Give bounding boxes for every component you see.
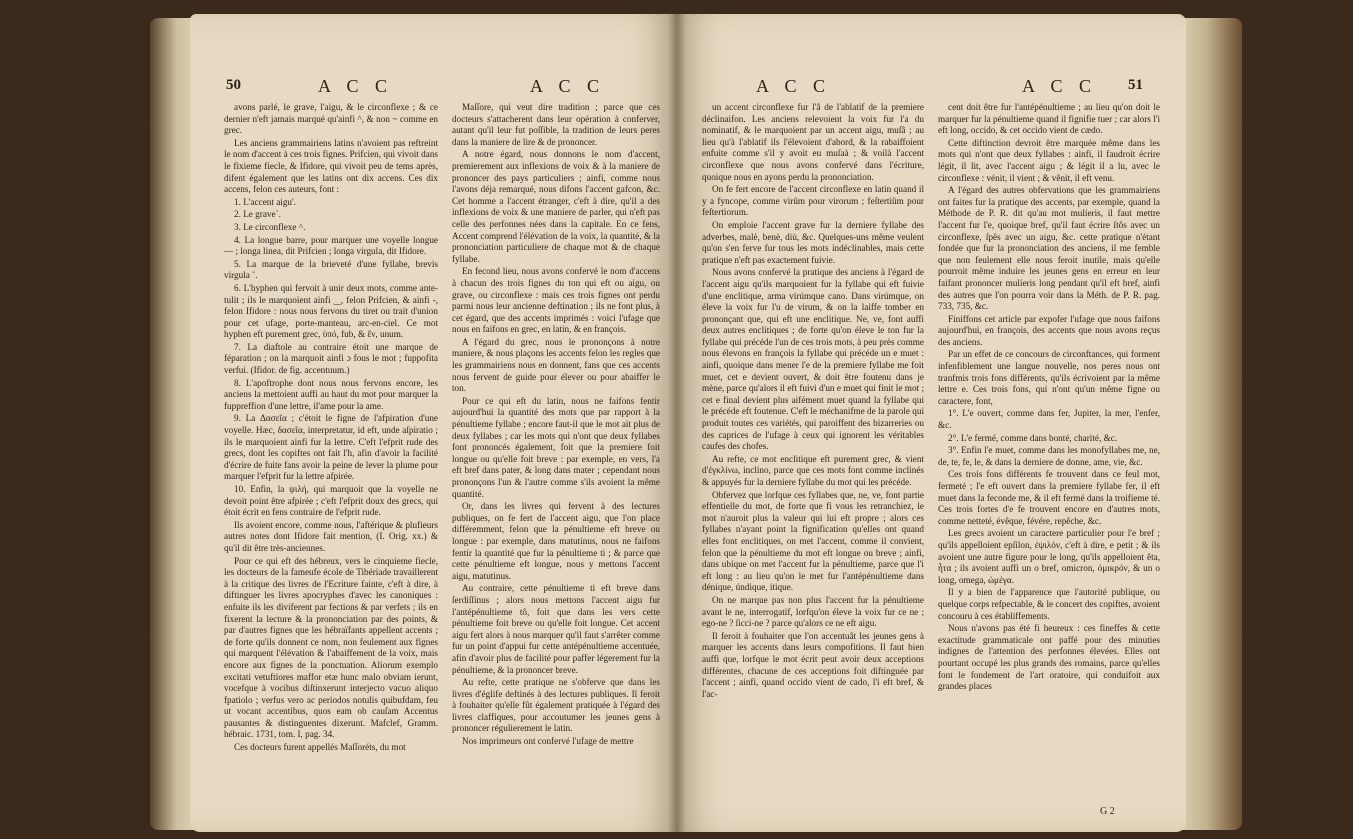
paragraph: Ces trois fons différents fe trouvent dans ce feul mot, fermeté ; l'e eft ouvert dans la premiere fyllabe fer, il eft muet dans la feconde me, & il eft fermé dans la troifieme té. Ces trois fortes d'e fe trouvent encore en d'autres mots, comme netteté, évêque, févére, repêche, &c. — [938, 469, 1160, 526]
left-page-number: 50 — [226, 77, 241, 93]
paragraph: On ne marque pas non plus l'accent fur la pénultieme avant le ne, interrogatif, lorfqu'on éleve la voix fur ce ne ; ego-ne ? ſicci-ne ? parce qu'alors ce ne eft aigu. — [702, 594, 924, 629]
paragraph: Au refte, cette pratique ne s'obferve que dans les livres d'églife deftinés à des lectures publiques. Il feroit à fouhaiter qu'elle fût également pratiquée à l'égard des livres claffiques, pour accoutumer les jeunes gens à prononcer régulierement le latin. — [452, 677, 660, 734]
paragraph: Au refte, ce mot enclitique eft purement grec, & vient d'ἐγκλίνω, inclino, parce que ces mots font comme inclinés & appuyés fur la derniere fyllabe du mot qui les précéde. — [702, 453, 924, 487]
paragraph: Cette diftinction devroit être marquée même dans les mots qui n'ont que deux fyllabes : ainfi, il faudroit écrire légit, il lit, avec l'accent aigu ; & légit il a lu, avec le circonflexe : vénit, il vient ; & vênit, il eft venu. — [938, 137, 1160, 183]
paragraph: 1°. L'e ouvert, comme dans fer, Jupiter, la mer, l'enfer, &c. — [938, 408, 1160, 431]
paragraph: En fecond lieu, nous avons confervé le nom d'accens à chacun des trois fignes du ton qui eft ou aigu, ou grave, ou circonflexe : mais ces trois fignes ont perdu parmi nous leur ancienne deftination ; ils ne font plus, à cet égard, que des accents imprimés : voici l'ufage que nous en faifons en grec, en latin, & en françois. — [452, 266, 660, 335]
paragraph: Au contraire, cette pénultieme ti eft breve dans ſerdiſſinus ; alors nous mettons l'accent aigu fur l'antépénultieme tô, foit que dans les vers cette pénultieme foit breve ou qu'elle foit longue. Cet accent aigu fert alors à nous marquer qu'il faut s'arrêter comme fur un point d'appui fur cette antépénultieme accentuée, afin d'avoir plus de facilité pour paffer légerement fur la pénultieme, & la prononcer breve. — [452, 583, 660, 675]
paragraph: Or, dans les livres qui fervent à des lectures publiques, on fe fert de l'accent aigu, que l'on place différemment, felon que la pénultieme eft breve ou longue : par exemple, dans matutinus, nous ne faifons fentir la quantité que fur la pénultieme ti ; & parce que cette pénultieme eft longue, nous y mettons l'accent aigu, matutinus. — [452, 501, 660, 581]
paragraph: 5. La marque de la brieveté d'une fyllabe, brevis virgula ˘. — [224, 258, 438, 281]
left-column-1 — [224, 102, 438, 802]
paragraph: 8. L'apoftrophe dont nous nous fervons encore, les anciens la mettoient auffi au haut du mot pour marquer la fuppreffion d'une lettre, il'ame pour la ame. — [224, 377, 438, 411]
paragraph: Il y a bien de l'apparence que l'autorité publique, ou quelque corps refpectable, & le concert des copiftes, avoient concouru à ces établiffements. — [938, 587, 1160, 621]
paragraph: 2°. L'e fermé, comme dans bonté, charité, &c. — [948, 432, 1118, 443]
paragraph: 4. La longue barre, pour marquer une voyelle longue — ; longa linea, dit Prifcien ; longa virgula, dit Ifidore. — [224, 234, 438, 257]
left-column-2 — [452, 102, 660, 802]
right-page-number: 51 — [1128, 77, 1143, 93]
paragraph: Il feroit à fouhaiter que l'on accentuât les jeunes gens à marquer les accents dans leurs compofitions. Il faut bien auffi que, lorfque le mot écrit peut avoir deux acceptions différentes, chacune de ces acceptions foit diftinguée par l'accent ; ainfi, quand occido vient de cado, l'i eft bref, & l'ac- — [702, 630, 924, 699]
right-column-2 — [938, 102, 1160, 802]
paragraph: 3. Le circonflexe ^. — [234, 221, 306, 232]
paragraph: On emploie l'accent grave fur la derniere fyllabe des adverbes, malè, benè, diù, &c. Quelques-uns même veulent qu'on s'en ferve fur tous les mots indéclinables, mais cette pratique n'eft pas exactement fuivie. — [702, 219, 924, 265]
paragraph: 6. L'hyphen qui fervoit à unir deux mots, comme ante-tulit ; ils le marquoient ainfi ‿, felon Prifcien, & ainfi -, felon Ifidore : nous nous fervons du tiret ou trait d'union pour cet ufage, porte-manteau, arc-en-ciel. Ce mot hyphen eft purement grec, ὑπό, fub, & ἕν, unum. — [224, 282, 438, 340]
paragraph: Ces docteurs furent appellés Maſſoréts, du mot — [234, 742, 406, 753]
gutter-shadow — [668, 14, 686, 832]
paragraph: 9. La Δασεῖα ; c'étoit le figne de l'afpiration d'une voyelle. Hæc, δασεῖα, interpretatur, id eft, unde aſpiratio ; ils le marquoient ainfi fur la lettre. C'eft l'efprit rude des grecs, dont les copiftes ont fait l'h, afin d'avoir la facilité d'écrire de fuite fans avoir la peine de lever la plume pour marquer l'efprit fur la lettre afpirée. — [224, 413, 438, 482]
right-running-head-2: A C C — [1022, 76, 1098, 96]
paragraph: un accent circonflexe fur l'â de l'ablatif de la premiere déclinaifon. Les anciens relevoient la voix fur l'a du nominatif, & le marquoient par un accent aigu, muſâ ; au lieu qu'à l'ablatif ils l'élevoient d'abord, & la rabaiffoient enfuite comme s'il y avoit eu muſaà ; & voilà l'accent circonflexe que nous avons confervé dans l'écriture, quoique nous en ayons perdu la prononciation. — [702, 102, 924, 182]
paragraph: Obfervez que lorfque ces fyllabes que, ne, ve, font partie effentielle du mot, de forte que fi vous les retranchiez, le mot n'auroit plus la valeur qui lui eft propre ; alors ces fyllabes n'ayant point la fignification qu'elles ont quand elles font enclitiques, on met l'accent, comme il convient, felon que la pénultieme du mot eft longue ou breve ; ainfi, dans ubíque on met l'accent fur la pénultieme, parce que l'i eft long : au lieu qu'on le met fur l'antépénultieme dans déníque, úndique, ítique. — [702, 489, 924, 593]
paragraph: On fe fert encore de l'accent circonflexe en latin quand il y a fyncope, comme virûm pour virorum ; feſtertiûm pour feſtertiorum. — [702, 184, 924, 218]
paragraph: cent doit être fur l'antépénultieme ; au lieu qu'on doit le marquer fur la pénultieme quand il fignifie tuer ; car alors l'i eft long, occído, & cet occido vient de cædo. — [938, 102, 1160, 136]
right-running-head-1: A C C — [756, 76, 832, 96]
left-page — [190, 14, 676, 832]
paragraph: Pour ce qui eft des hébreux, vers le cinquieme fiecle, les docteurs de la fameufe école de Tibériade travaillerent à la critique des livres de l'Ecriture fainte, c'eft à dire, à diftinguer les livres apocryphes d'avec les canoniques : enfuite ils les diviferent par fections & par verfets ; ils en fixerent la lecture & la prononciation par des points, & par d'autres fignes que les hébraïfants appellent accents ; de forte qu'ils donnent ce nom, non feulement aux fignes qui marquent l'élévation & l'abaiffement de la voix, mais encore aux fignes de la ponctuation. Aliorum exemplo excitati vetuftiores maffor etæ hunc malo obviam ierunt, vocefque à vocibus diſtinxerunt interjecto vacuo aliquo fpatiolo ; verfus vero ac periodos notulis quibufdam, feu ut vocant accentibus, quos eam ob cauſam Accentus pausantes & distinguentes dixerunt. Mafclef, Gramm. hébraic. 1731, tom. I, pag. 34. — [224, 555, 438, 740]
left-running-head-2: A C C — [530, 76, 606, 96]
left-page-edges — [150, 18, 194, 830]
paragraph: Nos imprimeurs ont confervé l'ufage de mettre — [462, 736, 634, 747]
paragraph: Nous avons confervé la pratique des anciens à l'égard de l'accent aigu qu'ils marquoient fur la fyllabe qui eft fuivie d'une enclitique, arma virúmque cano. Dans virúmque, on éleve la voix fur l'u de virum, & on la laiffe tomber en prononçant que, qui eft une enclitique. Ne, ve, font auffi deux autres enclitiques ; de forte qu'on éleve le ton fur la fyllabe qui précéde l'un de ces trois mots, à peu près comme nous élevons en françois la fyllabe qui précéde un e muet : ainfi, quoique dans mener l'e de la premiere fyllabe me foit muet, cet e devient ouvert, & doit être foutenu dans je mène, parce qu'alors il eft fuivi d'un e muet qui finit le mot ; cet e final devient plus aifément muet quand la fyllabe qui le précéde eft foutenue. C'eft le méchanifme de la parole qui produit toutes ces variétés, qui paroiffent des bizarreries ou des caprices de l'ufage à ceux qui ignorent les véritables caufes des chofes. — [702, 267, 924, 452]
right-page — [676, 14, 1186, 832]
paragraph: 2. Le grave`. — [234, 209, 281, 220]
paragraph: 3°. Enfin l'e muet, comme dans les monofyllabes me, ne, de, te, fe, le, & dans la derniere de donne, ame, vie, &c. — [938, 445, 1160, 467]
paragraph: Par un effet de ce concours de circonftances, qui forment infenfiblement une langue nouvelle, nos peres nous ont tranfmis trois fons différents, qu'ils écrivoient par la même lettre e. Ces trois fons, qui n'ont qu'un même figne ou caractere, font, — [938, 349, 1160, 406]
paragraph: A l'égard du grec, nous le prononçons à notre maniere, & nous plaçons les accents felon les regles que les grammairiens nous en donnent, fans que ces accents nous fervent de guide pour élever ou pour abaiffer le ton. — [452, 336, 660, 394]
paragraph: 1. L'accent aigu'. — [234, 196, 296, 207]
paragraph: Finiffons cet article par expofer l'ufage que nous faifons aujourd'hui, en françois, des accents que nous avons reçus des anciens. — [938, 313, 1160, 347]
right-page-edges — [1182, 18, 1242, 830]
left-running-head-1: A C C — [318, 76, 394, 96]
paragraph: A l'égard des autres obfervations que les grammairiens ont faites fur la pratique des accents, par exemple, quand la Méthode de P. R. dit qu'au mot mulíeris, il faut mettre l'accent fur l'e, quoique bref, qu'il faut écrire ſtôs avec un circonflexe, ſpês avec un aigu, &c. cette pratique n'étant fondée que fur la prononciation des anciens, il me femble que non feulement elle nous feroit inutile, mais qu'elle pourroit même induire les jeunes gens en erreur en leur faifant prononcer mulíeris long pendant qu'il eft bref, ainfi des autres que l'on pourra voir dans la Méth. de P. R. pag. 733, 735, &c. — [938, 185, 1160, 312]
paragraph: Les grecs avoient un caractere particulier pour l'e bref ; qu'ils appelloient epſilon, ἐψιλόν, c'eft à dire, e petit ; & ils avoient une autre figure pour le long, qu'ils appelloient êta, ἦτα ; ils avoient auffi un o bref, omicron, ὀμικρόν, & un o long, omega, ὠμέγα. — [938, 528, 1160, 585]
paragraph: A notre égard, nous donnons le nom d'accent, premierement aux inflexions de voix & à la maniere de prononcer des pays particuliers ; ainfi, comme nous l'avons déja remarqué, nous difons l'accent gafcon, &c. Cet homme a l'accent étranger, c'eft à dire, qu'il a des inflexions de voix & une maniere de parler, qui n'eft pas celle des perfonnes nées dans la capitale. En ce fens, Accent comprend l'élévation de la voix, la quantité, & la prononciation particuliere de chaque mot & de chaque fyllabe. — [452, 149, 660, 264]
paragraph: Maſſore, qui veut dire tradition ; parce que ces docteurs s'attacherent dans leur opération à conferver, autant qu'il leur fut poſſible, la tradition de leurs peres dans la maniere de lire & de prononcer. — [452, 102, 660, 147]
paragraph: Pour ce qui eft du latin, nous ne faifons fentir aujourd'hui la quantité des mots que par rapport à la pénultieme fyllabe ; encore faut-il que le mot ait plus de deux fyllabes ; car les mots qui n'ont que deux fyllabes font prononcés également, foit que la premiere foit longue ou qu'elle foit breve : par exemple, en vers, l'a eft bref dans pater, & long dans mater ; cependant nous prononçons l'un & l'autre comme s'ils avoient la même quantité. — [452, 395, 660, 499]
signature-mark: G 2 — [1100, 806, 1115, 817]
paragraph: Ils avoient encore, comme nous, l'aftérique & plufieurs autres notes dont Ifidore fait mention, (I. Orig. xx.) & qu'il dit être très-anciennes. — [224, 519, 438, 553]
paragraph: avons parlé, le grave, l'aigu, & le circonflexe ; & ce dernier n'eft jamais marqué qu'ainfi ^, & non ~ comme en grec. — [224, 102, 438, 136]
paragraph: Nous n'avons pas été fi heureux : ces fineffes & cette exactitude grammaticale ont paffé pour des minuties indignes de l'attention des perfonnes élevées. Elles ont pourtant occupé les plus grands des romains, parce qu'elles font le fondement de l'art oratoire, qui conduifoit aux grandes places — [938, 623, 1160, 692]
right-column-1 — [702, 102, 924, 802]
paragraph: 7. La diaftole au contraire étoit une marque de féparation ; on la marquoit ainfi ɔ fous le mot ; fuppofita verfui. (Ifidor. de fig. accentuum.) — [224, 341, 438, 376]
paragraph: 10. Enfin, la ψιλή, qui marquoit que la voyelle ne devoit point être afpirée ; c'eft l'efprit doux des grecs, qui étoit écrit en fens contraire de l'efprit rude. — [224, 484, 438, 518]
paragraph: Les anciens grammairiens latins n'avoient pas reftreint le nom d'accent à ces trois fignes. Prifcien, qui vivoit dans le fixieme fiecle, & Ifidore, qui vivoit peu de tems après, difent également que les latins ont dix accens. Ces dix accens, felon ces auteurs, font : — [224, 137, 438, 195]
